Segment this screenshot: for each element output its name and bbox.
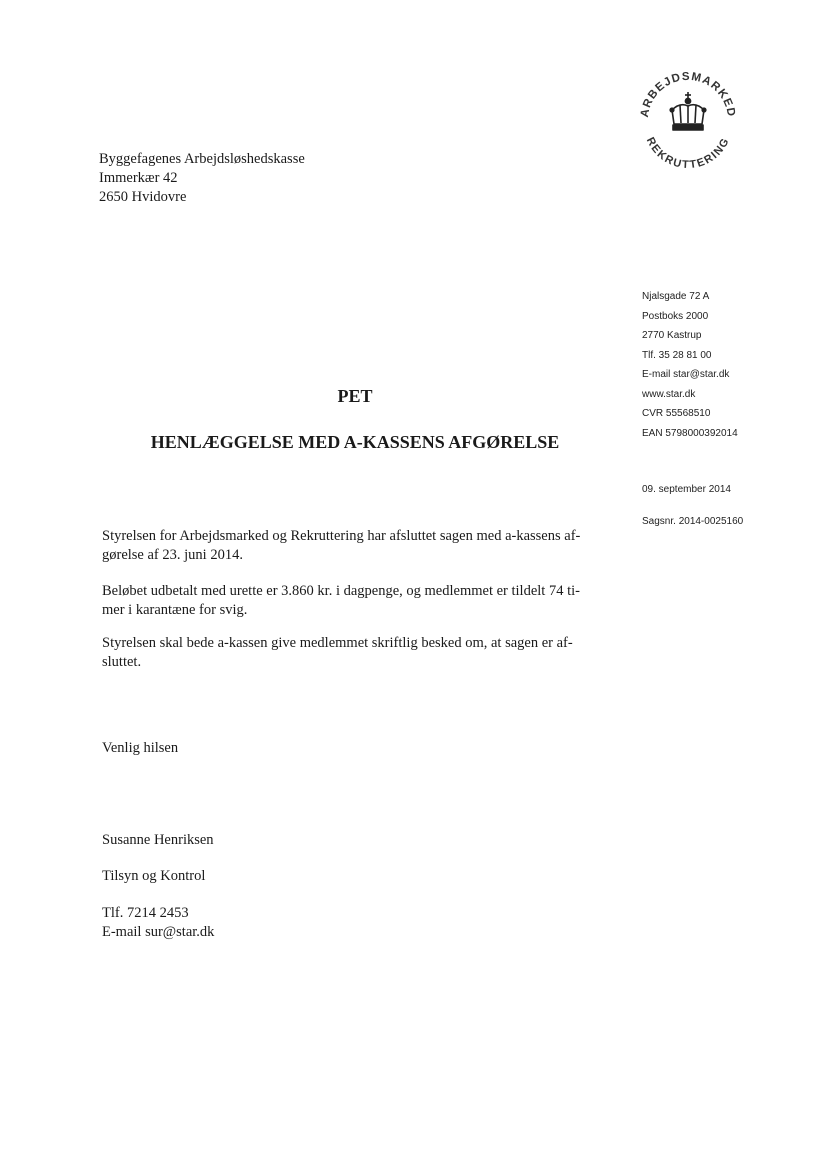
agency-seal <box>630 58 746 174</box>
paragraph-line: sluttet. <box>102 654 142 670</box>
body-paragraph-1 <box>102 527 612 565</box>
sender-web: www.star.dk <box>642 388 696 400</box>
body-paragraph-2 <box>102 582 612 620</box>
paragraph-line: mer i karantæne for svig. <box>102 602 248 618</box>
paragraph-line: Styrelsen skal bede a-kassen give medlemmet skriftlig besked om, at sagen er af- <box>102 635 573 651</box>
recipient-name: Byggefagenes Arbejdsløshedskasse <box>99 151 305 167</box>
letter-date: 09. september 2014 <box>642 484 731 495</box>
sender-phone: Tlf. 35 28 81 00 <box>642 349 712 361</box>
signatory-contact <box>102 904 214 942</box>
sender-cvr: CVR 55568510 <box>642 408 711 419</box>
paragraph-line: Beløbet udbetalt med urette er 3.860 kr. i dagpenge, og medlemmet er tildelt 74 ti- <box>102 583 580 599</box>
logo-text-bottom: REKRUTTERING <box>643 135 733 172</box>
document-title: PET <box>337 386 373 406</box>
recipient-address <box>99 150 305 207</box>
sender-street: Njalsgade 72 A <box>642 291 710 302</box>
signatory-name: Susanne Henriksen <box>102 832 214 848</box>
sender-pobox: Postboks 2000 <box>642 310 709 322</box>
paragraph-line: Styrelsen for Arbejdsmarked og Rekruttering har afsluttet sagen med a-kassens af- <box>102 528 581 544</box>
closing-greeting: Venlig hilsen <box>102 740 179 756</box>
recipient-street: Immerkær 42 <box>99 170 178 186</box>
agency-logo <box>630 58 746 174</box>
sender-info <box>642 287 738 443</box>
paragraph-line: gørelse af 23. juni 2014. <box>102 547 243 563</box>
signatory-department: Tilsyn og Kontrol <box>102 868 206 884</box>
crown-icon <box>670 92 706 130</box>
logo-text-top: ARBEJDSMARKED <box>638 70 738 119</box>
signatory-email: E-mail sur@star.dk <box>102 924 215 940</box>
sender-email: E-mail star@star.dk <box>642 369 730 380</box>
signatory-phone: Tlf. 7214 2453 <box>102 905 189 921</box>
body-paragraph-3 <box>102 634 612 672</box>
sender-ean: EAN 5798000392014 <box>642 427 738 439</box>
document-subtitle: HENLÆGGELSE MED A-KASSENS AFGØRELSE <box>150 432 560 452</box>
recipient-city: 2650 Hvidovre <box>99 189 187 205</box>
case-number: Sagsnr. 2014-0025160 <box>642 516 744 527</box>
sender-city: 2770 Kastrup <box>642 330 702 341</box>
